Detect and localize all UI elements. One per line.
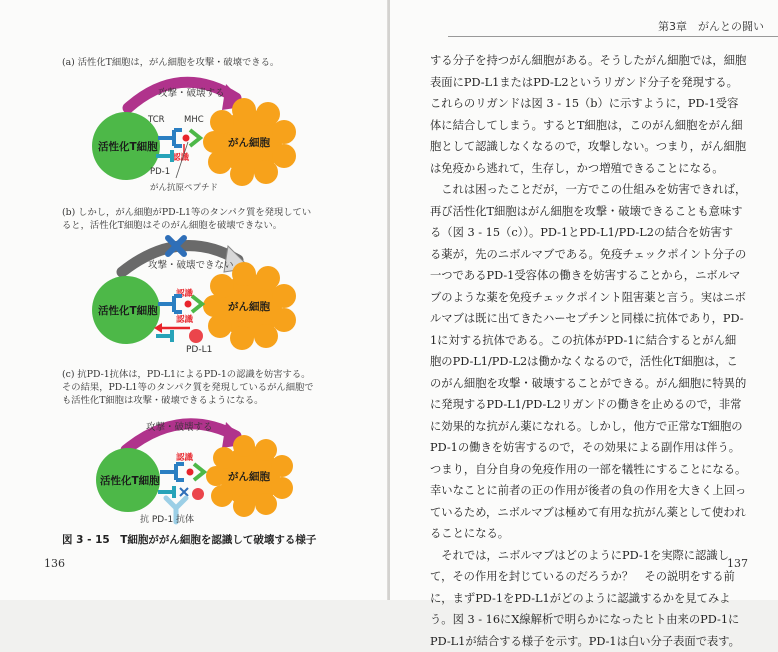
panel-a-caption [62, 56, 279, 69]
pdl1-label: PD-L1 [186, 345, 212, 355]
body-text-line: 胞のPD-L1/PD-L2は働かなくなるので，活性化T細胞は，こ [430, 351, 760, 373]
t-cell-label: 活性化T細胞 [98, 140, 158, 153]
tcr-receptor [160, 464, 184, 480]
body-text-line: 胞として認識しなくなるので，攻撃しない。つまり，がん細胞 [430, 136, 760, 158]
body-text-line: 一つであるPD-1受容体の働きを妨害することから，ニボルマ [430, 265, 760, 287]
cancer-label: がん細胞 [228, 300, 270, 313]
body-text-line: る薬が，先のニボルマブである。免疫チェックポイント分子の [430, 244, 760, 266]
tcr-receptor [158, 130, 182, 146]
panel-b-caption [62, 206, 311, 232]
page-number-left: 136 [44, 557, 65, 570]
body-text-line: に発現するPD-L1/PD-L2リガンドの働きを止めるので，非常 [430, 394, 760, 416]
body-text-line: は免疫から逃れて，生存し，かつ増殖できることになる。 [430, 158, 760, 180]
attack-label: 攻撃・破壊する [158, 87, 225, 99]
caption-line: (a) 活性化T細胞は，がん細胞を攻撃・破壊できる。 [62, 56, 279, 69]
figure-title: 図 3 - 15 T細胞ががん細胞を認識して破壊する様子 [62, 532, 316, 547]
figure-panel-a [0, 70, 388, 200]
antibody-label: 抗 PD-1 抗体 [140, 513, 194, 525]
body-text-line: て，その作用を封じているのだろうか？ その説明をする前 [430, 566, 760, 588]
body-text-line: る（図 3 - 15（c））。PD-1とPD-L1/PD-L2の結合を妨害す [430, 222, 760, 244]
left-page [0, 0, 388, 600]
body-text-line: ているため，ニボルマブは極めて有用な抗がん薬として使われ [430, 502, 760, 524]
recognition-label-upper: 認識 [176, 288, 194, 299]
right-page [390, 0, 778, 600]
body-text-line: 1に対する抗体である。この抗体がPD-1に結合するとがん細 [430, 330, 760, 352]
cancer-label: がん細胞 [228, 470, 270, 483]
caption-line: (b) しかし，がん細胞がPD-L1等のタンパク質を発現してい [62, 206, 311, 219]
caption-line: ると，活性化T細胞はそのがん細胞を破壊できない。 [62, 219, 311, 232]
tcr-label: TCR [147, 115, 165, 125]
body-text-line: に，まずPD-1をPD-L1がどのように認識するかを見てみよ [430, 588, 760, 610]
body-text-line: これらのリガンドは図 3 - 15（b）に示すように，PD-1受容 [430, 93, 760, 115]
antigen-peptide [187, 469, 194, 476]
recognition-label: 認識 [172, 152, 190, 163]
pdl1-ligand [192, 488, 204, 500]
t-cell-label: 活性化T細胞 [98, 304, 158, 317]
antigen-peptide [183, 135, 190, 142]
blocked-attack-label: 攻撃・破壊できない [148, 259, 234, 271]
body-text-line: つまり，自分自身の免疫作用の一部を犠牲にすることになる。 [430, 459, 760, 481]
panel-c-caption [62, 368, 314, 407]
body-text-line: に効果的な抗がん薬になれる。しかし，他方で正常なT細胞の [430, 416, 760, 438]
pd1-label: PD-1 [150, 167, 170, 177]
body-text [430, 50, 760, 652]
t-cell-label: 活性化T細胞 [100, 474, 160, 487]
body-text-line: PD-L1が結合する様子を示す。PD-1は白い分子表面で表す。 [430, 631, 760, 652]
blocked-x-icon [180, 488, 188, 496]
body-text-line: ルマブは既に出てきたハーセプチンと同様に抗体であり，PD- [430, 308, 760, 330]
caption-line: (c) 抗PD-1抗体は，PD-L1によるPD-1の認識を妨害する。 [62, 368, 314, 381]
caption-line: も活性化T細胞は攻撃・破壊できるようになる。 [62, 394, 314, 407]
body-text-line: それでは，ニボルマブはどのようにPD-1を実際に認識し [430, 545, 760, 567]
body-text-line: 体に結合してしまう。するとT細胞は，このがん細胞をがん細 [430, 115, 760, 137]
recognition-label-lower: 認識 [176, 314, 194, 325]
figure-panel-c [0, 410, 388, 528]
mhc-molecule [194, 464, 204, 480]
body-text-line: のがん細胞を攻撃・破壊することができる。がん細胞に特異的 [430, 373, 760, 395]
attack-label: 攻撃・破壊する [146, 421, 213, 433]
mhc-molecule [192, 296, 202, 312]
page-number-right: 137 [727, 557, 748, 570]
body-text-line: ることになる。 [430, 523, 760, 545]
mhc-molecule [190, 130, 200, 146]
figure-panel-b [0, 232, 388, 356]
body-text-line: 幸いなことに前者の正の作用が後者の負の作用を大きく上回っ [430, 480, 760, 502]
body-text-line: する分子を持つがん細胞がある。そうしたがん細胞では，細胞 [430, 50, 760, 72]
body-text-line: う。図 3 - 16にX線解析で明らかになったヒト由来のPD-1に [430, 609, 760, 631]
recognition-label: 認識 [176, 452, 194, 463]
body-text-line: これは困ったことだが，一方でこの仕組みを妨害できれば， [430, 179, 760, 201]
antigen-peptide [185, 301, 192, 308]
cancer-label: がん細胞 [228, 136, 270, 149]
chapter-header [658, 18, 764, 34]
body-text-line: 表面にPD-L1またはPD-L2というリガンド分子を発現する。 [430, 72, 760, 94]
antigen-label: がん抗原ペプチド [150, 182, 218, 193]
header-rule [448, 36, 778, 37]
body-text-line: ブのような薬を免疫チェックポイント阻害薬と言う。実はニボ [430, 287, 760, 309]
pdl1-ligand [189, 329, 203, 343]
body-text-line: PD-1の働きを妨害するので，その効果による副作用は伴う。 [430, 437, 760, 459]
caption-line: その結果，PD-L1等のタンパク質を発現しているがん細胞で [62, 381, 314, 394]
chapter-header-text: 第3章 がんとの闘い [658, 20, 764, 33]
pd1-receptor [156, 330, 172, 342]
mhc-label: MHC [184, 115, 204, 125]
body-text-line: 再び活性化T細胞はがん細胞を攻撃・破壊できることも意味す [430, 201, 760, 223]
